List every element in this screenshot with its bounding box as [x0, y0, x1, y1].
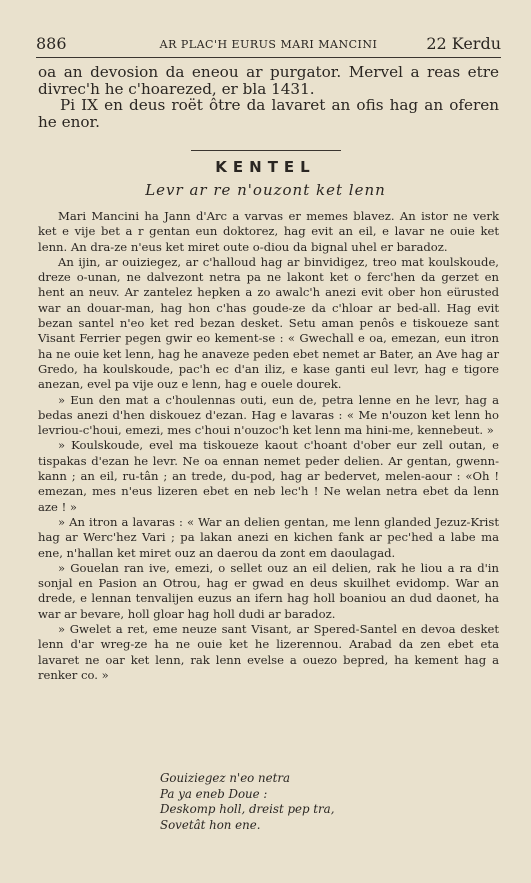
body-paragraph: » Gouelan ran ive, emezi, o sellet ouz an eil delien, rak he liou a ra d'in sonjal en Pasion an Otrou, hag er gwad en deus skuilhet evidomp. War an drede, e lennan tenvalijen euzus an ifern hag holl boaniou an dud daonet, ha war ar bevare, holl gloar hag holl dudi ar baradoz. [38, 560, 499, 621]
intro-text [38, 64, 499, 130]
issue-label: 22 Kerdu [426, 34, 501, 53]
verse-line: Sovetât hon ene. [160, 817, 261, 832]
body-paragraph: » Koulskoude, evel ma tiskoueze kaout c'hoant d'ober eur zell outan, e tispakas d'ezan he levr. Ne oa ennan nemet peder delien. Ar gentan, gwenn-kann ; an eil, ru-tân ; an trede, du-pod, hag ar bedervet, melen-aour : «Oh ! emezan, mes n'eus lizeren ebet en neb lec'h ! Ne welan netra ebet da lenn aze ! » [38, 438, 499, 514]
page-number: 886 [36, 34, 67, 53]
running-title: AR PLAC'H EURUS MARI MANCINI [159, 38, 378, 51]
page-header [36, 34, 501, 54]
verse-line: Pa ya eneb Doue : [160, 786, 268, 801]
body-paragraph: An ijin, ar ouiziegez, ar c'halloud hag ar binvidigez, treo mat koulskoude, dreze o-unan, ne dalvezont netra pa ne lakont ket o ferc'hen da gerzet en hent an neuv. Ar zantelez hepken a zo awalc'h anezi evit ober hon eürusted war an douar-man, hag hon c'has goude-ze da c'hloar ar bed-all. Hag evit bezan santel n'eo ket red bezan desket. Setu aman penôs e tiskoueze sant Visant Ferrier pegen gwir eo kement-se : « Gwechall e oa, emezan, eun itron ha ne ouie ket lenn, hag he anaveze peden ebet nemet ar Bater, an Ave hag ar Gredo, ha koulskoude, pac'h ec d'an iliz, e kase ganti eul levr, hag e tigore anezan, evel pa vije ouz e lenn, hag e ouele dourek. [38, 254, 499, 392]
body-paragraph: » Gwelet a ret, eme neuze sant Visant, ar Spered-Santel en devoa desket lenn d'ar wreg-ze ha ne ouie ket he lizerennou. Arabad da zen ebet eta lavaret ne oar ket lenn, rak lenn evelse a ouezo bepred, ha kement hag a renker co. » [38, 622, 499, 682]
intro-paragraph: Pi IX en deus roët ôtre da lavaret an ofis hag an oferen he enor. [38, 96, 499, 131]
body-paragraph: » Eun den mat a c'houlennas outi, eun de, petra lenne en he levr, hag a bedas anezi d'hen diskouez d'ezan. Hag e lavaras : « Me n'ouzon ket lenn ho levriou-c'houi, emezi, mes c'houi n'ouzoc'h ket lenn ma hini-me, kennebeut. » [38, 392, 499, 438]
body-paragraph: » An itron a lavaras : « War an delien gentan, me lenn glanded Jezuz-Krist hag ar Werc'hez Vari ; pa lakan anezi en kichen fank ar pec'hed a labe ma ene, n'hallan ket miret ouz an daerou da zont em daoulagad. [38, 514, 499, 560]
intro-paragraph: oa an devosion da eneou ar purgator. Mervel a reas etre divrec'h he c'hoarezed, er bla 1431. [38, 63, 499, 98]
verse-line: Deskomp holl, dreist pep tra, [160, 802, 335, 816]
verse-line: Gouiziegez n'eo netra [160, 771, 291, 785]
section-subtitle: Levr ar re n'ouzont ket lenn [145, 181, 386, 199]
body-text [38, 209, 499, 683]
header-rule [36, 57, 501, 58]
section-divider [191, 150, 341, 151]
section-title: KENTEL [215, 158, 316, 176]
closing-verse [160, 771, 334, 833]
body-paragraph: Mari Mancini ha Jann d'Arc a varvas er memes blavez. An istor ne verk ket e vije bet a r gentan eun doktorez, hag evit an eil, e lavar ne ouie ket lenn. An dra-ze n'eus ket miret oute o-diou da bignal uhel er baradoz. [38, 209, 499, 254]
